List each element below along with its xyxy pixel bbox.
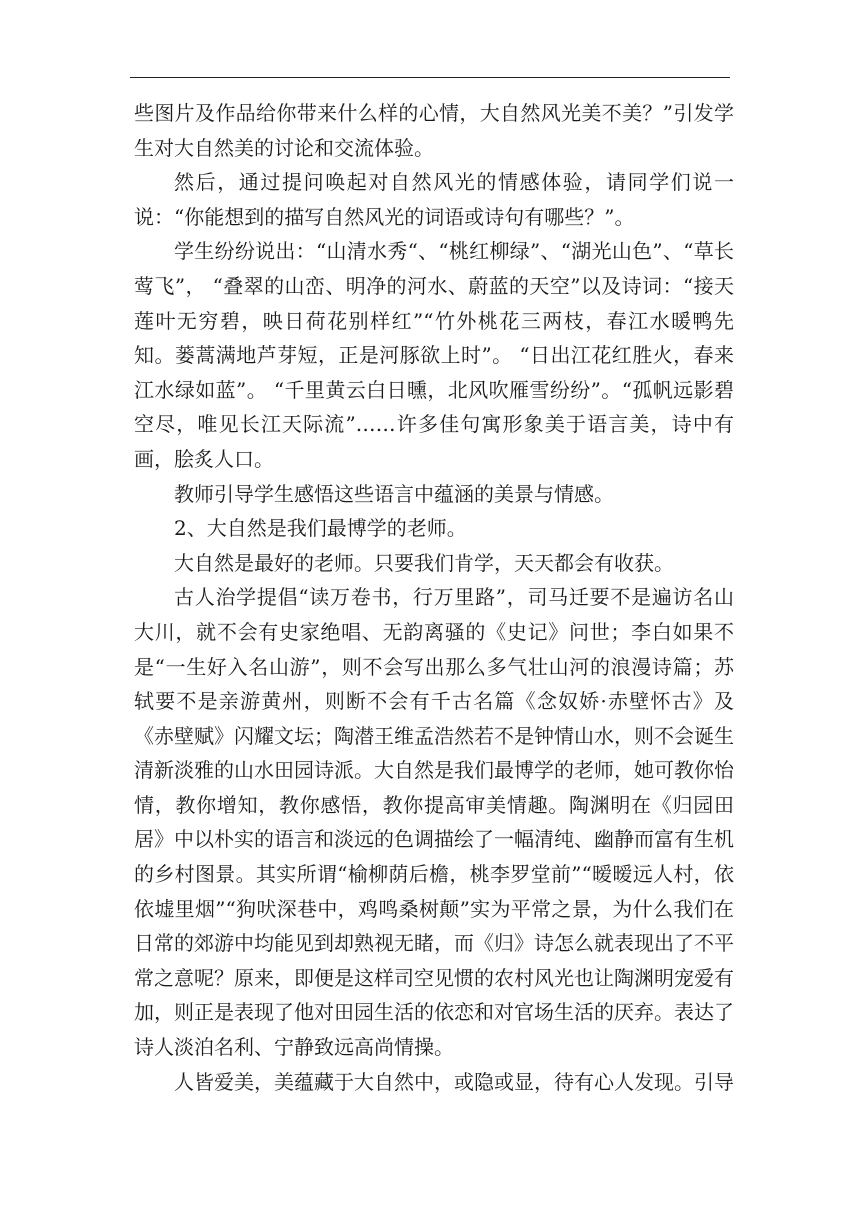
paragraph-1: 些图片及作品给你带来什么样的心情，大自然风光美不美？”引发学生对大自然美的讨论和交流体验。 [134,101,734,160]
document-body [134,96,734,1099]
paragraph-7: 古人治学提倡“读万卷书，行万里路”，司马迁要不是遍访名山大川，就不会有史家绝唱、无韵离骚的《史记》问世；李白如果不是“一生好入名山游”，则不会写出那么多气壮山河的浪漫诗篇；苏轼要不是亲游黄州，则断不会有千古名篇《念奴娇·赤壁怀古》及《赤壁赋》闪耀文坛；陶潜王维孟浩然若不是钟情山水，则不会诞生清新淡雅的山水田园诗派。大自然是我们最博学的老师，她可教你怡情，教你增知，教你感悟，教你提高审美情趣。陶渊明在《归园田居》中以朴实的语言和淡远的色调描绘了一幅清纯、幽静而富有生机的乡村图景。其实所谓“榆柳荫后檐，桃李罗堂前”“暧暧远人村，依依墟里烟”“狗吠深巷中，鸡鸣桑树颠”实为平常之景，为什么我们在日常的郊游中均能见到却熟视无睹，而《归》诗怎么就表现出了不平常之意呢？原来，即便是这样司空见惯的农村风光也让陶渊明宠爱有加，则正是表现了他对田园生活的依恋和对官场生活的厌弃。表达了诗人淡泊名利、宁静致远高尚情操。 [134,585,734,1060]
paragraph-8: 人皆爱美，美蕴藏于大自然中，或隐或显，待有心人发现。引导 [174,1069,734,1094]
section-heading: 2、大自然是我们最博学的老师。 [174,516,467,541]
paragraph-3: 学生纷纷说出：“山清水秀“、“桃红柳绿”、“湖光山色”、“草长莺飞”， “叠翠的山峦、明净的河水、蔚蓝的天空”以及诗词：“接天莲叶无穷碧，映日荷花别样红”“竹外桃花三两枝，春江水暖鸭先知。蒌蒿满地芦芽短，正是河豚欲上时”。 “日出江花红胜火，春来江水绿如蓝”。 “千里黄云白日曛，北风吹雁雪纷纷”。“孤帆远影碧空尽，唯见长江天际流”……许多佳句寓形象美于语言美，诗中有画，脍炙人口。 [134,239,734,471]
paragraph-4: 教师引导学生感悟这些语言中蕴涵的美景与情感。 [174,481,614,506]
header-rule [130,77,730,78]
paragraph-2: 然后，通过提问唤起对自然风光的情感体验，请同学们说一说：“你能想到的描写自然风光的词语或诗句有哪些？”。 [134,170,734,229]
paragraph-6: 大自然是最好的老师。只要我们肯学，天天都会有收获。 [174,550,674,575]
